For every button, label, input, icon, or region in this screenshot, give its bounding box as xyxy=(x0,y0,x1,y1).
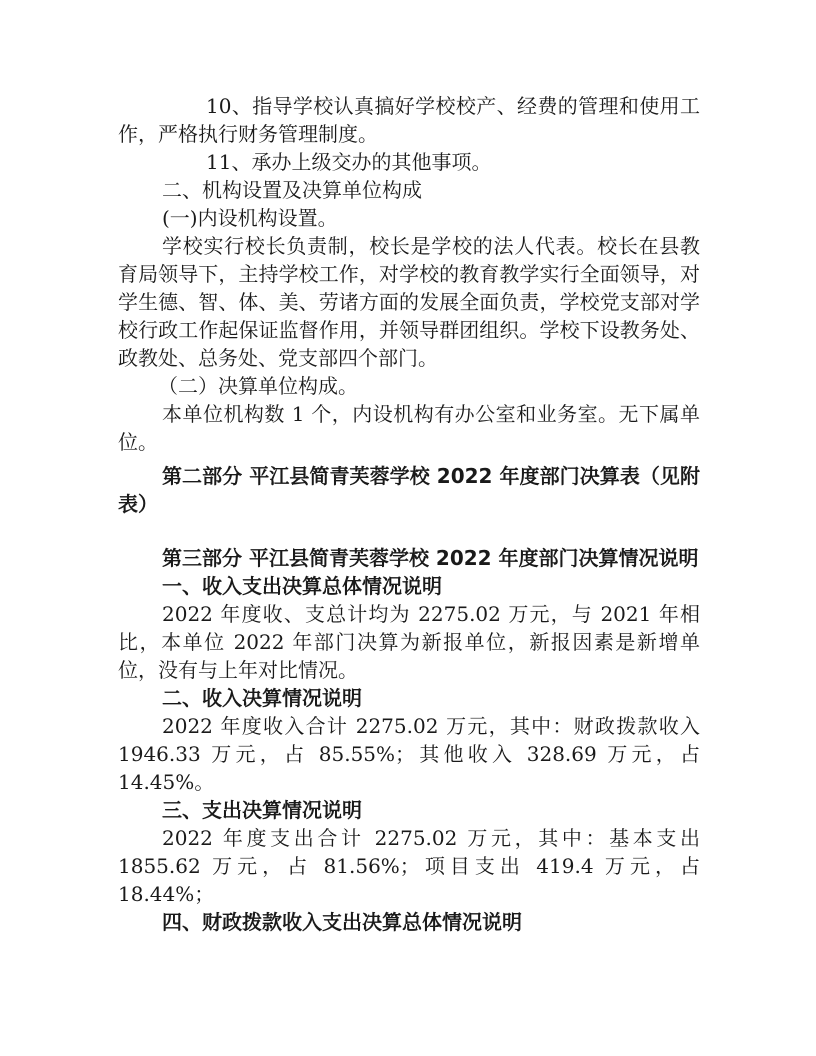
paragraph-unit-composition: 本单位机构数 1 个，内设机构有办公室和业务室。无下属单位。 xyxy=(118,402,700,454)
paragraph-org-description: 学校实行校长负责制，校长是学校的法人代表。校长在县教育局领导下，主持学校工作，对学校的教育教学实行全面领导，对学生德、智、体、美、劳诸方面的发展全面负责，学校党支部对学校行政工作起保证监督作用，并领导群团组织。学校下设教务处、政教处、总务处、党支部四个部门。 xyxy=(118,234,700,370)
section-heading-income-expense-overview: 一、收入支出决算总体情况说明 xyxy=(162,574,442,598)
paragraph-item-10: 10、指导学校认真搞好学校校产、经费的管理和使用工作，严格执行财务管理制度。 xyxy=(118,94,700,146)
paragraph-expense: 2022 年度支出合计 2275.02 万元，其中：基本支出 1855.62 万元，占 81.56%；项目支出 419.4 万元，占 18.44%； xyxy=(118,826,700,906)
section-heading-2: 二、机构设置及决算单位构成 xyxy=(162,178,422,202)
paragraph-income: 2022 年度收入合计 2275.02 万元，其中：财政拨款收入 1946.33 万元，占 85.55%；其他收入 328.69 万元，占 14.45%。 xyxy=(118,714,700,794)
section-heading-income: 二、收入决算情况说明 xyxy=(162,686,362,710)
subsection-heading-2: （二）决算单位构成。 xyxy=(158,374,358,398)
part-three-heading: 第三部分 平江县简青芙蓉学校 2022 年度部门决算情况说明 xyxy=(162,546,699,570)
section-heading-expense: 三、支出决算情况说明 xyxy=(162,798,362,822)
part-two-heading: 第二部分 平江县简青芙蓉学校 2022 年度部门决算表（见附表） xyxy=(118,464,700,516)
subsection-heading-1: (一)内设机构设置。 xyxy=(162,206,338,230)
section-heading-fiscal-appropriation: 四、财政拨款收入支出决算总体情况说明 xyxy=(162,910,522,934)
document-page xyxy=(118,92,700,936)
paragraph-income-expense-overview: 2022 年度收、支总计均为 2275.02 万元，与 2021 年相比，本单位 2022 年部门决算为新报单位，新报因素是新增单位，没有与上年对比情况。 xyxy=(118,602,700,682)
paragraph-item-11: 11、承办上级交办的其他事项。 xyxy=(206,150,492,174)
